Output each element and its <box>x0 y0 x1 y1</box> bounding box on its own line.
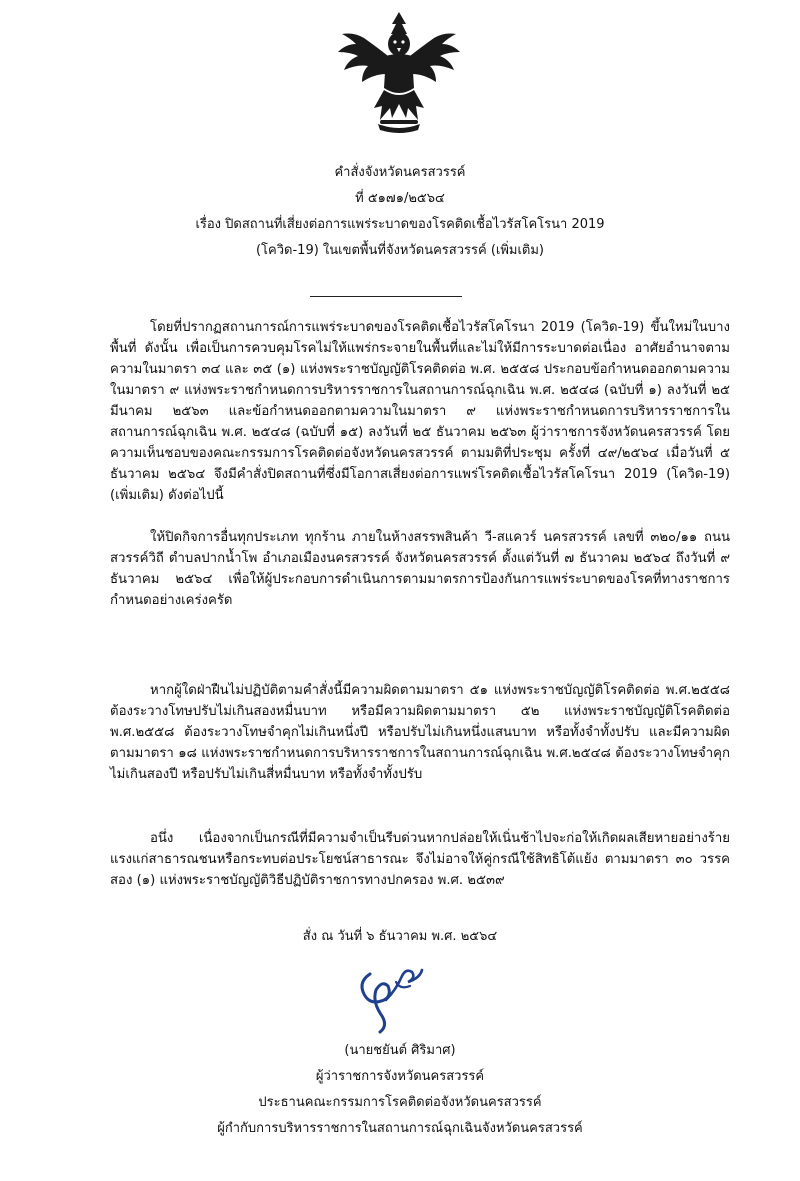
signer-position-3: ผู้กำกับการบริหารราชการในสถานการณ์ฉุกเฉินจังหวัดนครสวรรค์ <box>217 1121 583 1136</box>
document-number: ที่ ๕๑๗๑/๒๕๖๔ <box>355 191 445 206</box>
body-paragraph-2: ให้ปิดกิจการอื่นทุกประเภท ทุกร้าน ภายในห้างสรรพสินค้า วี-สแควร์ นครสวรรค์ เลขที่ ๓๒๐/๑๑ ถนนสวรรค์วิถี ตำบลปากน้ำโพ อำเภอเมืองนครสวรรค์ จังหวัดนครสวรรค์ ตั้งแต่วันที่ ๗ ธันวาคม ๒๕๖๔ ถึงวันที่ ๙ ธันวาคม ๒๕๖๔ เพื่อให้ผู้ประกอบการดำเนินการตามมาตรการป้องกันการแพร่ระบาดของโรคที่ทางราชการกำหนดอย่างเคร่งครัด <box>110 530 730 608</box>
garuda-emblem-icon <box>334 8 464 138</box>
header-divider <box>310 296 462 297</box>
signer-position-2: ประธานคณะกรรมการโรคติดต่อจังหวัดนครสวรรค์ <box>258 1095 542 1110</box>
signer-position-1: ผู้ว่าราชการจังหวัดนครสวรรค์ <box>315 1069 485 1084</box>
document-title: คำสั่งจังหวัดนครสวรรค์ <box>334 165 466 180</box>
handwritten-signature-icon <box>330 960 460 1040</box>
body-paragraph-1: โดยที่ปรากฏสถานการณ์การแพร่ระบาดของโรคติดเชื้อไวรัสโคโรนา 2019 (โควิด-19) ขึ้นใหม่ในบางพื้นที่ ดังนั้น เพื่อเป็นการควบคุมโรคไม่ให้แพร่กระจายในพื้นที่และไม่ให้มีการระบาดต่อเนื่อง อาศัยอำนาจตามความในมาตรา ๓๔ และ ๓๕ (๑) แห่งพระราชบัญญัติโรคติดต่อ พ.ศ. ๒๕๕๘ ประกอบข้อกำหนดออกตามความในมาตรา ๙ แห่งพระราชกำหนดการบริหารราชการในสถานการณ์ฉุกเฉิน พ.ศ. ๒๕๔๘ (ฉบับที่ ๑) ลงวันที่ ๒๕ มีนาคม ๒๕๖๓ และข้อกำหนดออกตามความในมาตรา ๙ แห่งพระราชกำหนดการบริหารราชการในสถานการณ์ฉุกเฉิน พ.ศ. ๒๕๔๘ (ฉบับที่ ๑๕) ลงวันที่ ๒๕ ธันวาคม ๒๕๖๓ ผู้ว่าราชการจังหวัดนครสวรรค์ โดยความเห็นชอบของคณะกรรมการโรคติดต่อจังหวัดนครสวรรค์ ตามมติที่ประชุม ครั้งที่ ๔๙/๒๕๖๔ เมื่อวันที่ ๕ ธันวาคม ๒๕๖๔ จึงมีคำสั่งปิดสถานที่ซึ่งมีโอกาสเสี่ยงต่อการแพร่โรคติดเชื้อไวรัสโคโรนา 2019 (โควิด-19) (เพิ่มเติม) ดังต่อไปนี้ <box>110 320 730 503</box>
subject-line-1: เรื่อง ปิดสถานที่เสี่ยงต่อการแพร่ระบาดของโรคติดเชื้อไวรัสโคโรนา 2019 <box>195 217 605 232</box>
order-date: สั่ง ณ วันที่ ๖ ธันวาคม พ.ศ. ๒๕๖๔ <box>302 929 498 944</box>
body-paragraph-4: อนึ่ง เนื่องจากเป็นกรณีที่มีความจำเป็นรีบด่วนหากปล่อยให้เนิ่นช้าไปจะก่อให้เกิดผลเสียหายอย่างร้ายแรงแก่สาธารณชนหรือกระทบต่อประโยชน์สาธารณะ จึงไม่อาจให้คู่กรณีใช้สิทธิโต้แย้ง ตามมาตรา ๓๐ วรรคสอง (๑) แห่งพระราชบัญญัติวิธีปฏิบัติราชการทางปกครอง พ.ศ. ๒๕๓๙ <box>110 831 730 888</box>
signer-name: (นายชยันต์ ศิริมาศ) <box>344 1043 456 1058</box>
subject-line-2: (โควิด-19) ในเขตพื้นที่จังหวัดนครสวรรค์ (เพิ่มเติม) <box>255 243 544 258</box>
body-paragraph-3: หากผู้ใดฝ่าฝืนไม่ปฏิบัติตามคำสั่งนี้มีความผิดตามมาตรา ๕๑ แห่งพระราชบัญญัติโรคติดต่อ พ.ศ.๒๕๕๘ ต้องระวางโทษปรับไม่เกินสองหมื่นบาท หรือมีความผิดตามมาตรา ๕๒ แห่งพระราชบัญญัติโรคติดต่อ พ.ศ.๒๕๕๘ ต้องระวางโทษจำคุกไม่เกินหนึ่งปี หรือปรับไม่เกินหนึ่งแสนบาท หรือทั้งจำทั้งปรับ และมีความผิดตามมาตรา ๑๘ แห่งพระราชกำหนดการบริหารราชการในสถานการณ์ฉุกเฉิน พ.ศ.๒๕๔๘ ต้องระวางโทษจำคุกไม่เกินสองปี หรือปรับไม่เกินสี่หมื่นบาท หรือทั้งจำทั้งปรับ <box>110 683 730 782</box>
